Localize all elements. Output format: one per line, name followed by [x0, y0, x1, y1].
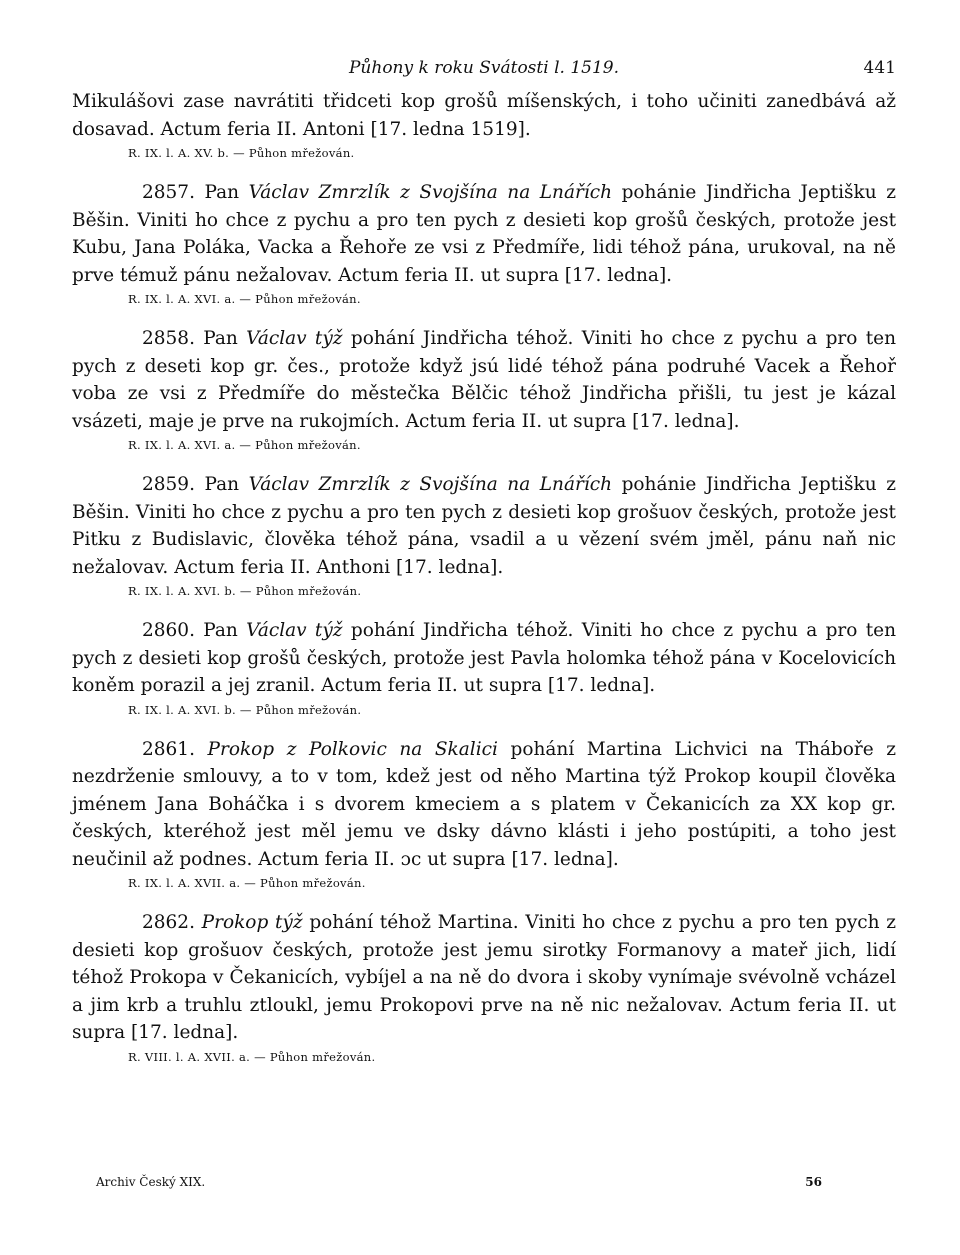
entry-name: Václav Zmrzlík z Svojšína na Lnářích: [248, 182, 613, 203]
archival-note: R. IX. l. A. XVI. a. — Půhon mřežován.: [128, 438, 361, 452]
entry-number: 2861.: [142, 738, 195, 760]
archival-note: R. VIII. l. A. XVII. a. — Půhon mřežován.: [128, 1049, 376, 1064]
entry-number: 2860.: [142, 620, 195, 641]
entry-2861: [72, 736, 896, 894]
entry-text: pohánie Jindřicha Jeptišku z Běšin. Viniti ho chce z pychu a pro ten pych z desieti kop grošuov českých, protože jest Pitku z Budislavic, člověka téhož pána, vsadil a u vězení svém jměl, pánu naň nic nežalovav. Actum feria II. Anthoni [17. ledna].: [72, 474, 896, 578]
page-number: 441: [863, 58, 896, 78]
entry-2857: [72, 179, 896, 309]
entry-2858: [72, 325, 896, 455]
entry-name: Václav Zmrzlík z Svojšína na Lnářích: [248, 474, 613, 495]
archival-note: R. IX. l. A. XVI. b. — Půhon mřežován.: [128, 584, 362, 598]
archival-note: R. IX. l. A. XV. b. — Půhon mřežován.: [128, 146, 355, 160]
entry-name: Václav týž: [246, 328, 343, 349]
entry-number: 2858.: [142, 328, 195, 349]
entry-prefix: Pan: [203, 328, 238, 349]
paragraph-text: Mikulášovi zase navrátiti třidceti kop grošů míšenských, i toho učiniti zanedbává až dosavad. Actum feria II. Antoni [17. ledna 1519].: [72, 91, 896, 140]
entry-text: pohání Martina Lichvici na Tháboře z nezdrženie smlouvy, a to v tom, kdež jest od něho Martina týž Prokop koupil člověka jménem Jana Boháčka i s dvorem kmeciem a s platem v Čekanicích za XX kop gr. českých, kteréhož jest měl jemu ve dsky dávno klásti i jeho postúpiti, a toho jest neučinil až podnes. Actum feria II. ɔc ut supra [17. ledna].: [72, 738, 896, 870]
running-title: Půhony k roku Svátosti l. 1519.: [348, 58, 619, 78]
entry-number: 2862.: [142, 912, 195, 933]
continuation-paragraph: [72, 88, 896, 163]
entry-prefix: Pan: [203, 620, 238, 641]
entry-name: Prokop z Polkovic na Skalici: [207, 738, 498, 760]
entry-prefix: Pan: [204, 474, 240, 495]
entry-text: pohání Jindřicha téhož. Viniti ho chce z pychu a pro ten pych z desieti kop grošů českých, protože jest Pavla holomka téhož pána v Kocelovicích koněm porazil a jej zranil. Actum feria II. ut supra [17. ledna].: [72, 620, 897, 696]
footer-signature: 56: [805, 1175, 822, 1189]
archival-note: R. IX. l. A. XVI. b. — Půhon mřežován.: [128, 702, 362, 717]
entry-name: Prokop týž: [201, 912, 303, 933]
entry-number: 2859.: [142, 474, 195, 495]
entry-text: pohánie Jindřicha Jeptišku z Běšin. Viniti ho chce z pychu a pro ten pych z desieti kop grošů českých, protože jest Kubu, Jana Poláka, Vacka a Řehoře ze vsi z Předmíře, lidi téhož pána, urukoval, na ně prve témuž pánu nežalovav. Actum feria II. ut supra [17. ledna].: [72, 182, 896, 286]
footer-source: Archiv Český XIX.: [96, 1175, 206, 1189]
entry-number: 2857.: [142, 182, 195, 203]
entry-2862: [72, 909, 896, 1067]
document-page: [72, 58, 896, 1067]
entry-prefix: Pan: [204, 182, 240, 203]
running-head: [72, 58, 896, 88]
entry-text: pohání Jindřicha téhož. Viniti ho chce z pychu a pro ten pych z deseti kop gr. čes., protože když jsú lidé téhož pána podruhé Vacek a Řehoř voba ze vsi z Předmíře do městečka Bělčic téhož Jindřicha přišli, tu jest je kázal vsázeti, maje je prve na rukojmích. Actum feria II. ut supra [17. ledna].: [72, 328, 897, 432]
entry-2859: [72, 471, 896, 601]
entry-name: Václav týž: [246, 620, 343, 641]
entry-2860: [72, 617, 896, 720]
archival-note: R. IX. l. A. XVII. a. — Půhon mřežován.: [128, 876, 366, 890]
archival-note: R. IX. l. A. XVI. a. — Půhon mřežován.: [128, 292, 361, 306]
entry-text: pohání téhož Martina. Viniti ho chce z pychu a pro ten pych z desieti kop grošuov českých, protože jest jemu sirotky Formanovy a mateř jich, lidí téhož Prokopa v Čekanicích, vybíjel a na ně do dvora i skoby vynímaje svévolně vcházel a jim krb a truhlu ztloukl, jemu Prokopovi prve na ně nic nežalovav. Actum feria II. ut supra [17. ledna].: [72, 912, 897, 1043]
